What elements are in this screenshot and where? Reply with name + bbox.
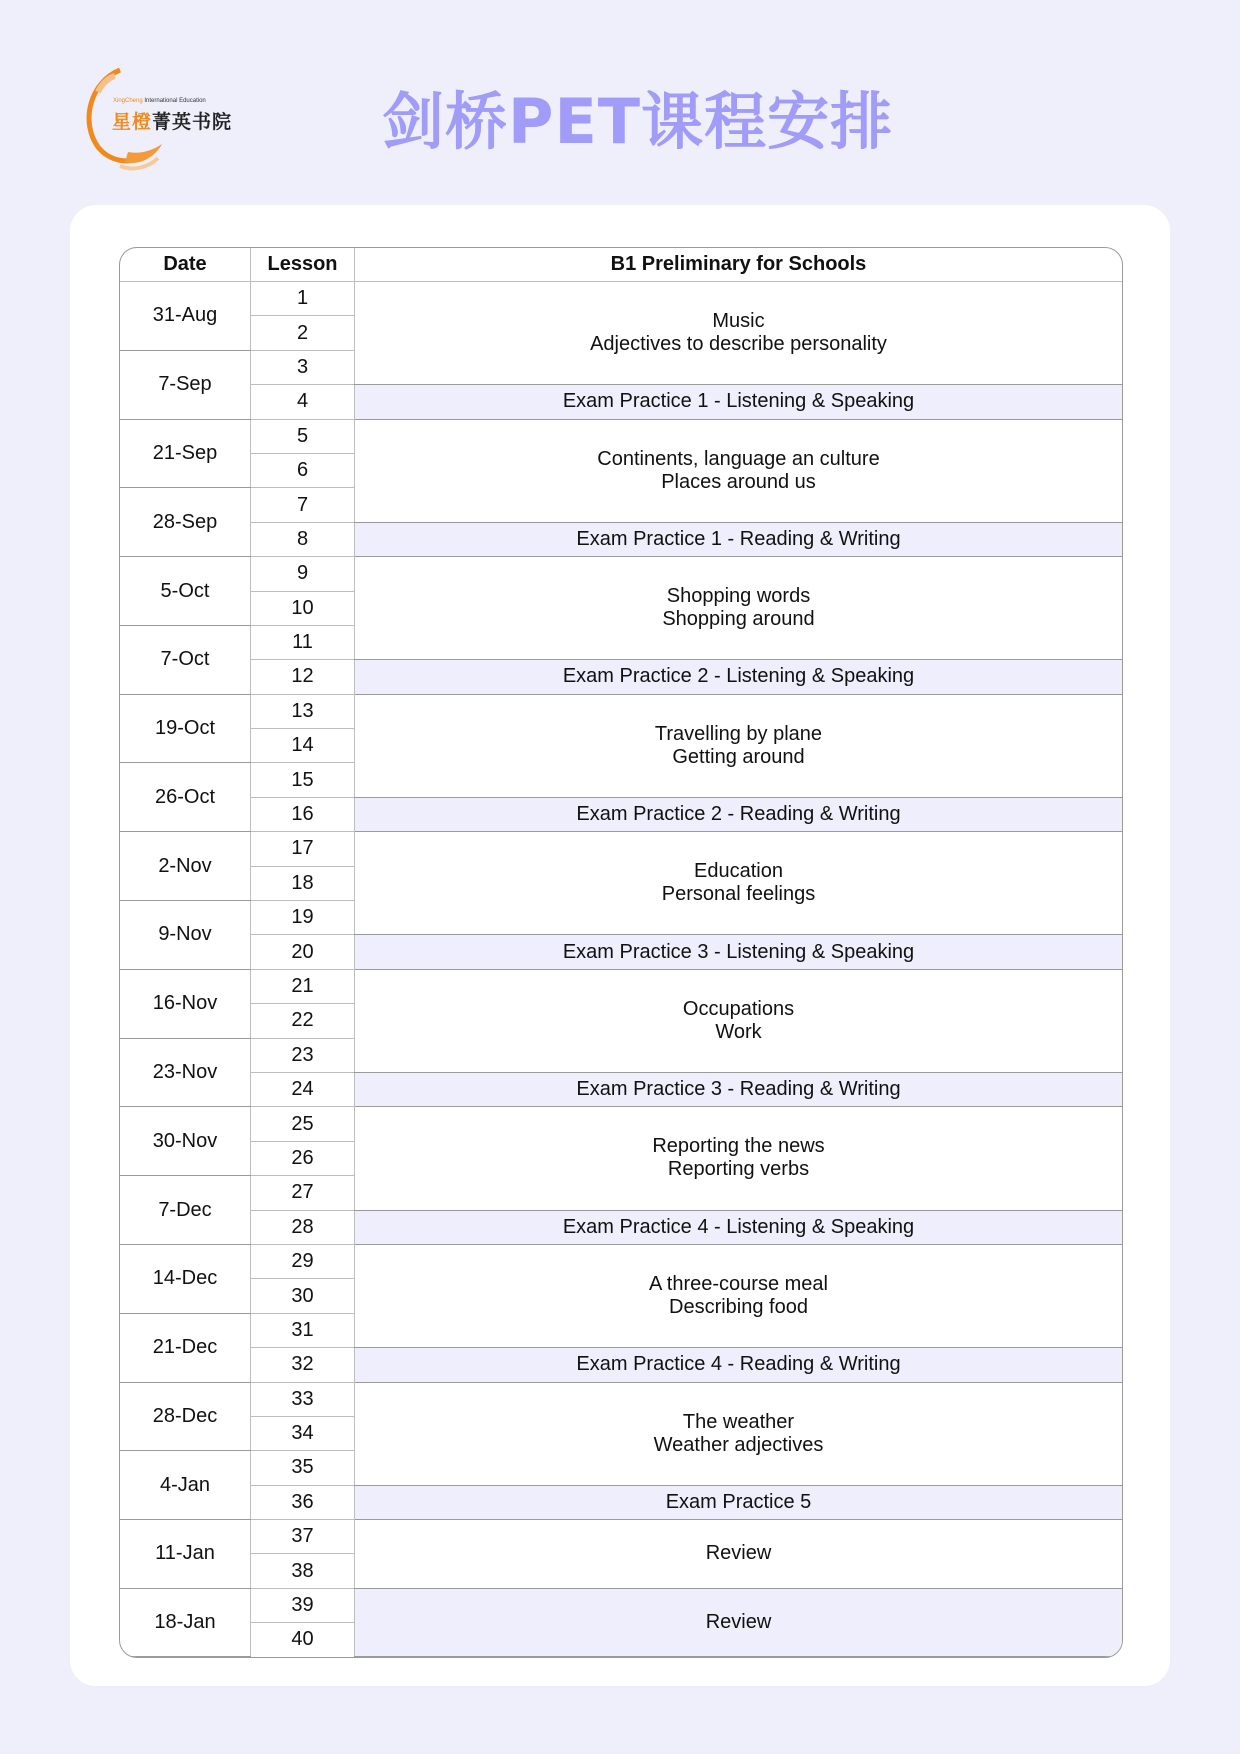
date-cell: 18-Jan bbox=[120, 1588, 251, 1656]
date-cell: 30-Nov bbox=[120, 1107, 251, 1176]
lesson-cell: 8 bbox=[251, 522, 355, 556]
lesson-cell: 26 bbox=[251, 1141, 355, 1175]
date-cell: 26-Oct bbox=[120, 763, 251, 832]
table-row bbox=[120, 557, 1122, 591]
topic-line: Reporting the news bbox=[652, 1135, 825, 1158]
lesson-cell: 27 bbox=[251, 1176, 355, 1210]
date-cell: 4-Jan bbox=[120, 1451, 251, 1520]
topic-cell bbox=[355, 1244, 1123, 1347]
topic-line: Continents, language an culture bbox=[597, 447, 880, 470]
header-date: Date bbox=[120, 248, 251, 282]
topic-cell bbox=[355, 1382, 1123, 1485]
lesson-cell: 12 bbox=[251, 660, 355, 694]
table-row bbox=[120, 1072, 1122, 1106]
exam-practice-cell bbox=[355, 660, 1123, 694]
lesson-cell: 9 bbox=[251, 557, 355, 591]
lesson-cell: 4 bbox=[251, 385, 355, 419]
lesson-cell: 11 bbox=[251, 625, 355, 659]
schedule-table-wrapper bbox=[119, 247, 1123, 1658]
lesson-cell: 10 bbox=[251, 591, 355, 625]
date-cell: 9-Nov bbox=[120, 901, 251, 970]
topic-line: Weather adjectives bbox=[653, 1433, 824, 1456]
logo-en-brand: XingCheng bbox=[113, 98, 143, 104]
lesson-cell: 5 bbox=[251, 419, 355, 453]
table-body bbox=[120, 282, 1122, 1657]
lesson-cell: 29 bbox=[251, 1244, 355, 1278]
topic-line: Reporting verbs bbox=[667, 1158, 810, 1181]
table-row bbox=[120, 832, 1122, 866]
topic-cell bbox=[355, 1107, 1123, 1210]
topic-line: Exam Practice 3 - Listening & Speaking bbox=[562, 940, 915, 963]
lesson-cell: 17 bbox=[251, 832, 355, 866]
lesson-cell: 19 bbox=[251, 901, 355, 935]
date-cell: 14-Dec bbox=[120, 1244, 251, 1313]
date-cell: 28-Sep bbox=[120, 488, 251, 557]
date-cell: 7-Oct bbox=[120, 625, 251, 694]
topic-line: Music bbox=[712, 310, 765, 333]
topic-line: Getting around bbox=[672, 745, 805, 768]
topic-line: Personal feelings bbox=[661, 883, 816, 906]
topic-line: Occupations bbox=[682, 997, 795, 1020]
topic-line: Describing food bbox=[669, 1296, 808, 1319]
topic-line: Places around us bbox=[661, 470, 816, 493]
table-row bbox=[120, 1588, 1122, 1622]
header-lesson: Lesson bbox=[251, 248, 355, 282]
table-row bbox=[120, 282, 1122, 316]
topic-cell bbox=[355, 557, 1123, 660]
exam-practice-cell bbox=[355, 935, 1123, 969]
table-row bbox=[120, 1107, 1122, 1141]
lesson-cell: 24 bbox=[251, 1072, 355, 1106]
page-title: 剑桥PET课程安排 bbox=[382, 85, 894, 158]
topic-line: Adjectives to describe personality bbox=[590, 333, 887, 356]
lesson-cell: 28 bbox=[251, 1210, 355, 1244]
topic-line: Shopping words bbox=[666, 585, 811, 608]
date-cell: 2-Nov bbox=[120, 832, 251, 901]
lesson-cell: 33 bbox=[251, 1382, 355, 1416]
lesson-cell: 22 bbox=[251, 1004, 355, 1038]
lesson-cell: 20 bbox=[251, 935, 355, 969]
topic-line: Shopping around bbox=[662, 608, 815, 631]
exam-practice-cell bbox=[355, 1588, 1123, 1656]
table-header-row bbox=[120, 248, 1122, 282]
lesson-cell: 23 bbox=[251, 1038, 355, 1072]
table-row bbox=[120, 694, 1122, 728]
topic-line: Review bbox=[705, 1542, 772, 1565]
exam-practice-cell bbox=[355, 385, 1123, 419]
date-cell: 21-Dec bbox=[120, 1313, 251, 1382]
table-row bbox=[120, 1485, 1122, 1519]
topic-line: Exam Practice 1 - Listening & Speaking bbox=[562, 390, 915, 413]
exam-practice-cell bbox=[355, 1485, 1123, 1519]
lesson-cell: 25 bbox=[251, 1107, 355, 1141]
lesson-cell: 13 bbox=[251, 694, 355, 728]
date-cell: 21-Sep bbox=[120, 419, 251, 488]
table-row bbox=[120, 385, 1122, 419]
lesson-cell: 16 bbox=[251, 797, 355, 831]
topic-line: Exam Practice 1 - Reading & Writing bbox=[576, 527, 901, 550]
lesson-cell: 6 bbox=[251, 453, 355, 487]
table-row bbox=[120, 660, 1122, 694]
topic-cell bbox=[355, 1520, 1123, 1589]
logo bbox=[80, 62, 260, 174]
lesson-cell: 21 bbox=[251, 969, 355, 1003]
lesson-cell: 39 bbox=[251, 1588, 355, 1622]
date-cell: 11-Jan bbox=[120, 1520, 251, 1589]
topic-line: Exam Practice 3 - Reading & Writing bbox=[576, 1078, 901, 1101]
schedule-table bbox=[120, 248, 1122, 1657]
topic-line: A three-course meal bbox=[649, 1273, 828, 1296]
topic-line: Exam Practice 4 - Reading & Writing bbox=[576, 1353, 901, 1376]
lesson-cell: 35 bbox=[251, 1451, 355, 1485]
table-row bbox=[120, 797, 1122, 831]
exam-practice-cell bbox=[355, 522, 1123, 556]
date-cell: 28-Dec bbox=[120, 1382, 251, 1451]
topic-cell bbox=[355, 419, 1123, 522]
table-row bbox=[120, 1244, 1122, 1278]
lesson-cell: 18 bbox=[251, 866, 355, 900]
lesson-cell: 38 bbox=[251, 1554, 355, 1588]
lesson-cell: 3 bbox=[251, 350, 355, 384]
lesson-cell: 36 bbox=[251, 1485, 355, 1519]
table-row bbox=[120, 969, 1122, 1003]
lesson-cell: 37 bbox=[251, 1520, 355, 1554]
topic-line: Travelling by plane bbox=[654, 722, 823, 745]
table-row bbox=[120, 1382, 1122, 1416]
date-cell: 5-Oct bbox=[120, 557, 251, 626]
date-cell: 19-Oct bbox=[120, 694, 251, 763]
topic-line: Exam Practice 5 bbox=[665, 1490, 812, 1513]
topic-line: Exam Practice 4 - Listening & Speaking bbox=[562, 1215, 915, 1238]
lesson-cell: 7 bbox=[251, 488, 355, 522]
topic-line: Review bbox=[705, 1610, 772, 1633]
topic-cell bbox=[355, 282, 1123, 385]
lesson-cell: 31 bbox=[251, 1313, 355, 1347]
table-row bbox=[120, 1348, 1122, 1382]
logo-en-rest: International Education bbox=[144, 98, 206, 104]
exam-practice-cell bbox=[355, 1210, 1123, 1244]
topic-line: Exam Practice 2 - Reading & Writing bbox=[576, 803, 901, 826]
lesson-cell: 34 bbox=[251, 1416, 355, 1450]
date-cell: 16-Nov bbox=[120, 969, 251, 1038]
date-cell: 7-Sep bbox=[120, 350, 251, 419]
topic-line: Education bbox=[694, 860, 783, 883]
date-cell: 23-Nov bbox=[120, 1038, 251, 1107]
lesson-cell: 40 bbox=[251, 1623, 355, 1657]
table-row bbox=[120, 1520, 1122, 1554]
lesson-cell: 1 bbox=[251, 282, 355, 316]
date-cell: 31-Aug bbox=[120, 282, 251, 351]
logo-cn-orange: 星橙 bbox=[112, 112, 153, 133]
exam-practice-cell bbox=[355, 1348, 1123, 1382]
lesson-cell: 32 bbox=[251, 1348, 355, 1382]
table-row bbox=[120, 522, 1122, 556]
topic-cell bbox=[355, 832, 1123, 935]
table-row bbox=[120, 935, 1122, 969]
exam-practice-cell bbox=[355, 797, 1123, 831]
table-row bbox=[120, 419, 1122, 453]
table-row bbox=[120, 1210, 1122, 1244]
logo-cn-black: 菁英书院 bbox=[152, 112, 233, 133]
lesson-cell: 14 bbox=[251, 729, 355, 763]
topic-cell bbox=[355, 694, 1123, 797]
topic-line: The weather bbox=[682, 1410, 795, 1433]
header-course: B1 Preliminary for Schools bbox=[355, 248, 1123, 282]
exam-practice-cell bbox=[355, 1072, 1123, 1106]
topic-line: Work bbox=[715, 1020, 762, 1043]
lesson-cell: 15 bbox=[251, 763, 355, 797]
date-cell: 7-Dec bbox=[120, 1176, 251, 1245]
lesson-cell: 30 bbox=[251, 1279, 355, 1313]
lesson-cell: 2 bbox=[251, 316, 355, 350]
topic-cell bbox=[355, 969, 1123, 1072]
topic-line: Exam Practice 2 - Listening & Speaking bbox=[562, 665, 915, 688]
